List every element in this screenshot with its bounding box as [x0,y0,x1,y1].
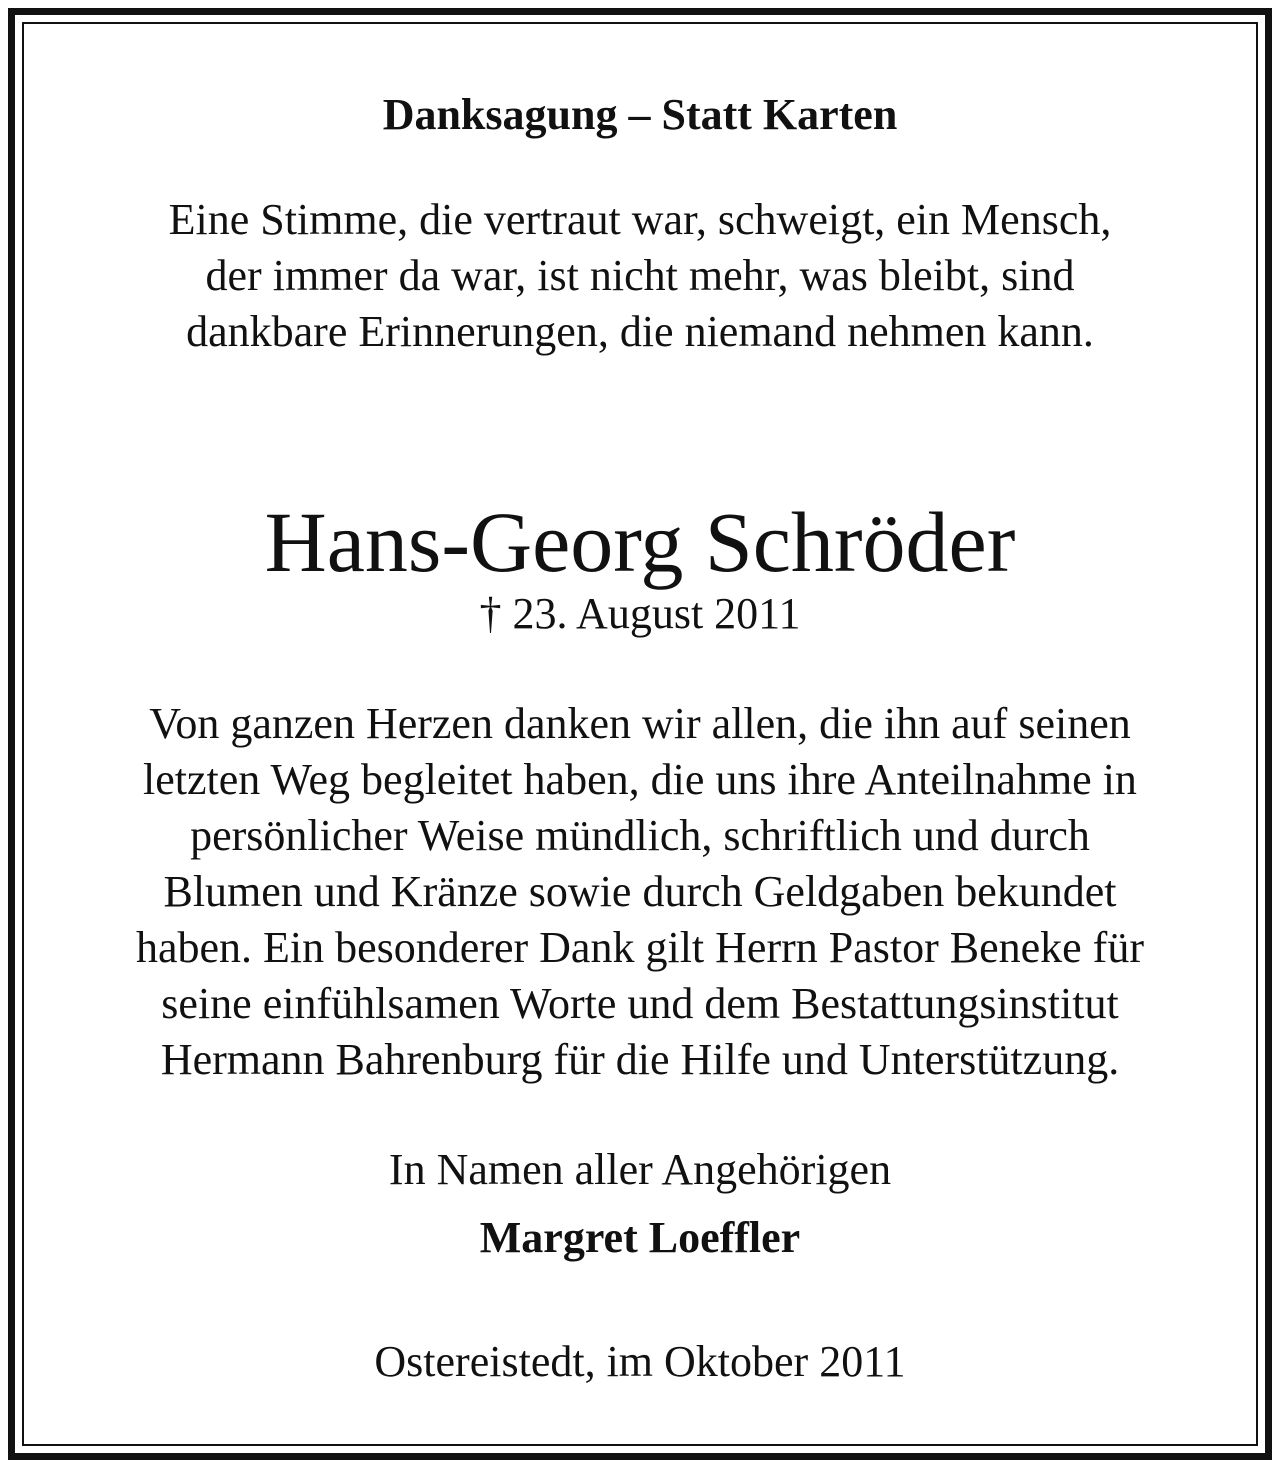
verse-line: Eine Stimme, die vertraut war, schweigt, ein Mensch, [168,195,1112,244]
place-and-date: Ostereistedt, im Oktober 2011 [374,1337,906,1386]
deceased-name: Hans-Georg Schröder [264,494,1016,590]
thanks-line: seine einfühlsamen Worte und dem Bestattungsinstitut [161,979,1119,1028]
thanks-line: Hermann Bahrenburg für die Hilfe und Unterstützung. [160,1035,1120,1084]
verse-block [24,192,1256,360]
notice-heading: Danksagung – Statt Karten [382,90,898,139]
thanks-line: Blumen und Kränze sowie durch Geldgaben bekundet [163,867,1117,916]
thanks-message [24,696,1256,1088]
verse-line: dankbare Erinnerungen, die niemand nehmen kann. [186,307,1094,356]
thanks-line: Von ganzen Herzen danken wir allen, die ihn auf seinen [149,699,1131,748]
thanks-line: letzten Weg begleitet haben, die uns ihre Anteilnahme in [143,755,1137,804]
thanks-line: persönlicher Weise mündlich, schriftlich und durch [190,811,1090,860]
signoff-text: In Namen aller Angehörigen [388,1145,892,1194]
thanks-line: haben. Ein besonderer Dank gilt Herrn Pastor Beneke für [135,923,1144,972]
death-date: † 23. August 2011 [479,589,801,638]
verse-line: der immer da war, ist nicht mehr, was bleibt, sind [205,251,1075,300]
signer-name: Margret Loeffler [479,1213,801,1262]
notice-content [24,24,1256,1444]
